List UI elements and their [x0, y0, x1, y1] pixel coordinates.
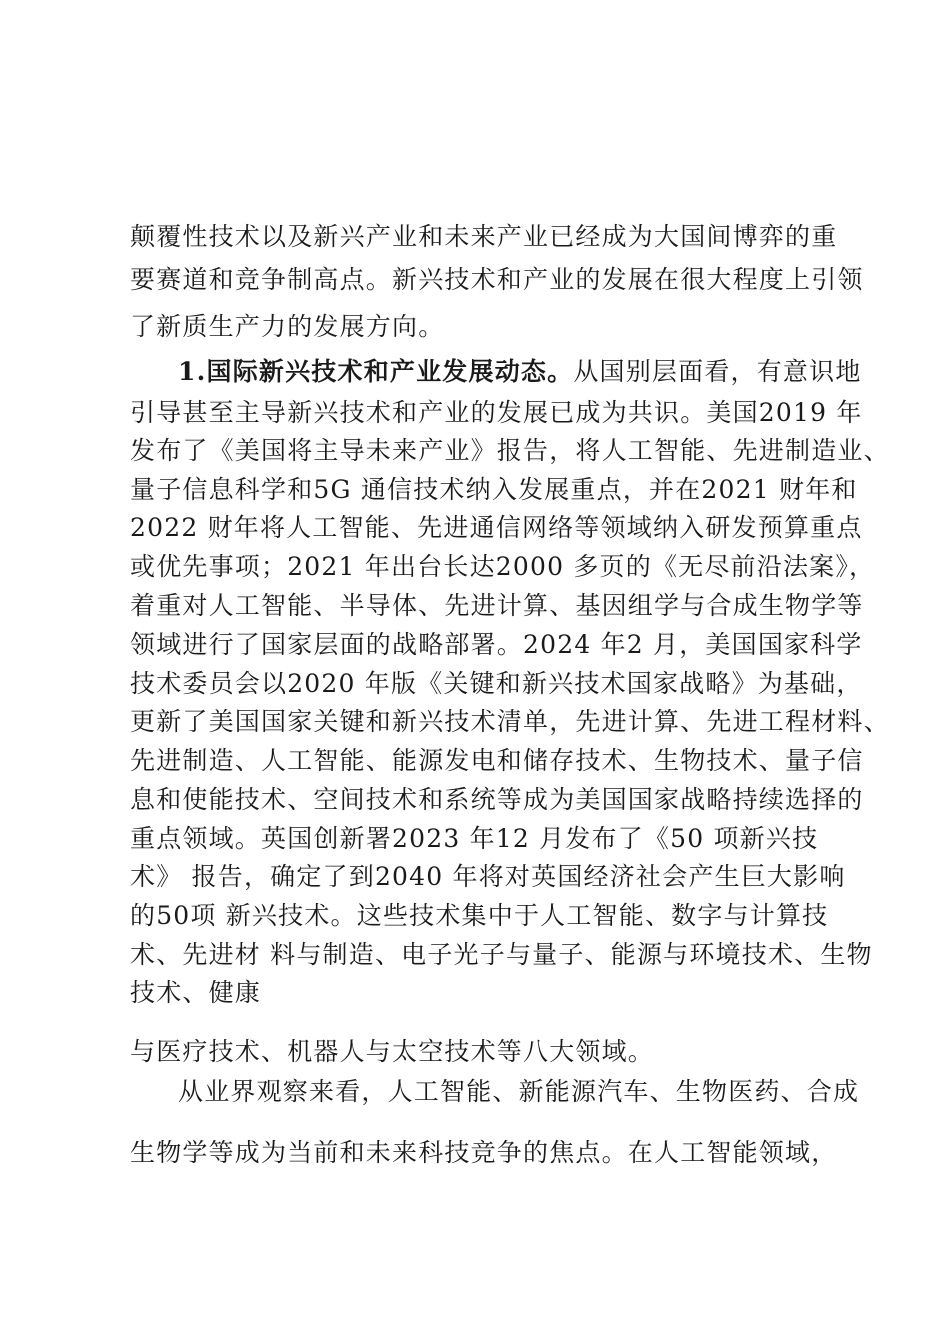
paragraph-2-line-5: 2022 财年将人工智能、先进通信网络等领域纳入研发预算重点	[130, 513, 863, 542]
paragraph-3-line-1: 从业界观察来看，人工智能、新能源汽车、生物医药、合成	[178, 1077, 860, 1106]
paragraph-1-line-1: 颠覆性技术以及新兴产业和未来产业已经成为大国间博弈的重	[130, 222, 838, 251]
paragraph-2-line-9: 技术委员会以2020 年版《关键和新兴技术国家战略》为基础，	[130, 669, 863, 698]
section-heading: 1.国际新兴技术和产业发展动态。	[178, 357, 574, 386]
paragraph-2-line-17: 技术、健康	[130, 978, 262, 1007]
paragraph-1-line-2: 要赛道和竞争制高点。新兴技术和产业的发展在很大程度上引领	[130, 265, 864, 294]
paragraph-2-line-14: 术》 报告，确定了到2040 年将对英国经济社会产生巨大影响	[130, 862, 846, 891]
paragraph-2-line-2: 引导甚至主导新兴技术和产业的发展已成为共识。美国2019 年	[130, 398, 863, 427]
paragraph-2-line-15: 的50项 新兴技术。这些技术集中于人工智能、数字与计算技	[130, 901, 829, 930]
paragraph-2-line-1-text: 从国别层面看，有意识地	[573, 357, 862, 386]
paragraph-2-line-10: 更新了美国国家关键和新兴技术清单，先进计算、先进工程材料、	[130, 707, 890, 736]
paragraph-3-line-2: 生物学等成为当前和未来科技竞争的焦点。在人工智能领域，	[130, 1138, 838, 1167]
paragraph-2-line-11: 先进制造、人工智能、能源发电和储存技术、生物技术、量子信	[130, 746, 864, 775]
paragraph-2-line-3: 发布了《美国将主导未来产业》报告，将人工智能、先进制造业、	[130, 436, 890, 465]
paragraph-2-line-1	[178, 357, 862, 387]
paragraph-2-line-12: 息和使能技术、空间技术和系统等成为美国国家战略持续选择的	[130, 785, 864, 814]
paragraph-1-line-3: 了新质生产力的发展方向。	[130, 312, 445, 341]
paragraph-2-line-18: 与医疗技术、机器人与太空技术等八大领域。	[130, 1037, 655, 1066]
paragraph-2-line-6: 或优先事项；2021 年出台长达2000 多页的《无尽前沿法案》，	[130, 552, 876, 581]
paragraph-2-line-4: 量子信息科学和5G 通信技术纳入发展重点，并在2021 财年和	[130, 475, 858, 504]
paragraph-2-line-8: 领域进行了国家层面的战略部署。2024 年2 月，美国国家科学	[130, 630, 863, 659]
paragraph-2-line-7: 着重对人工智能、半导体、先进计算、基因组学与合成生物学等	[130, 591, 864, 620]
paragraph-2-line-16: 术、先进材 料与制造、电子光子与量子、能源与环境技术、生物	[130, 940, 873, 969]
paragraph-2-line-13: 重点领域。英国创新署2023 年12 月发布了《50 项新兴技	[130, 824, 819, 853]
